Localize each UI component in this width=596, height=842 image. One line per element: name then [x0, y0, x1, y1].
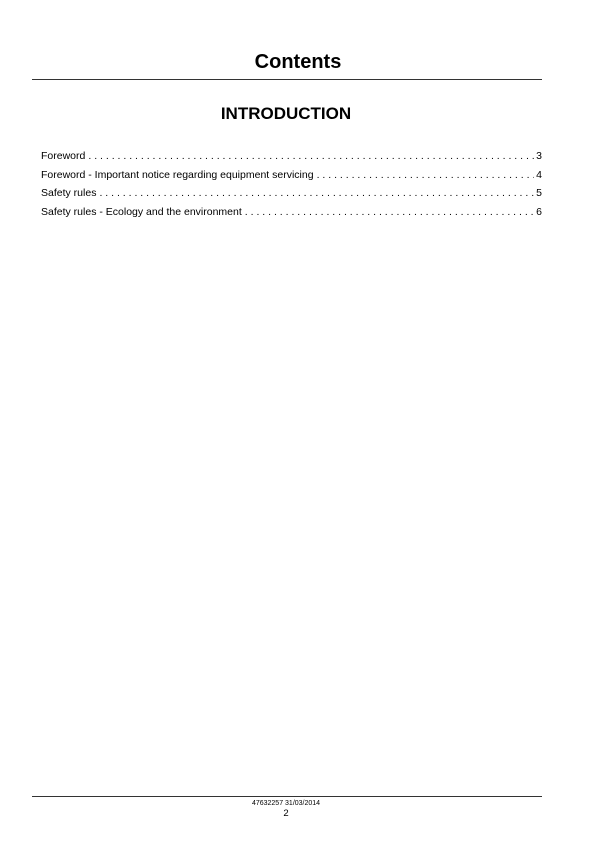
- toc-entry-page: 5: [536, 187, 542, 199]
- header-divider: [32, 79, 542, 80]
- table-of-contents: [41, 147, 542, 221]
- toc-entry-foreword[interactable]: [41, 147, 542, 166]
- toc-entry-safety-rules[interactable]: [41, 184, 542, 203]
- toc-entry-label: Foreword - Important notice regarding equipment servicing: [41, 168, 314, 181]
- section-heading: INTRODUCTION: [220, 104, 352, 123]
- toc-entry-label: Safety rules - Ecology and the environment: [41, 205, 242, 218]
- toc-entry-important-notice[interactable]: [41, 166, 542, 185]
- dot-leader: [245, 203, 534, 222]
- toc-entry-ecology[interactable]: [41, 203, 542, 222]
- page-number: 2: [283, 808, 289, 819]
- dot-leader: [317, 166, 535, 185]
- dot-leader: [99, 184, 534, 203]
- toc-entry-page: 6: [536, 205, 542, 218]
- footer-divider: [32, 796, 542, 797]
- toc-entry-label: Foreword: [41, 150, 86, 162]
- toc-entry-page: 3: [536, 150, 542, 162]
- page-title: Contents: [254, 51, 342, 73]
- dot-leader: [88, 147, 534, 166]
- toc-entry-page: 4: [536, 168, 542, 181]
- toc-entry-label: Safety rules: [41, 187, 97, 199]
- document-code: 47632257 31/03/2014: [251, 800, 321, 807]
